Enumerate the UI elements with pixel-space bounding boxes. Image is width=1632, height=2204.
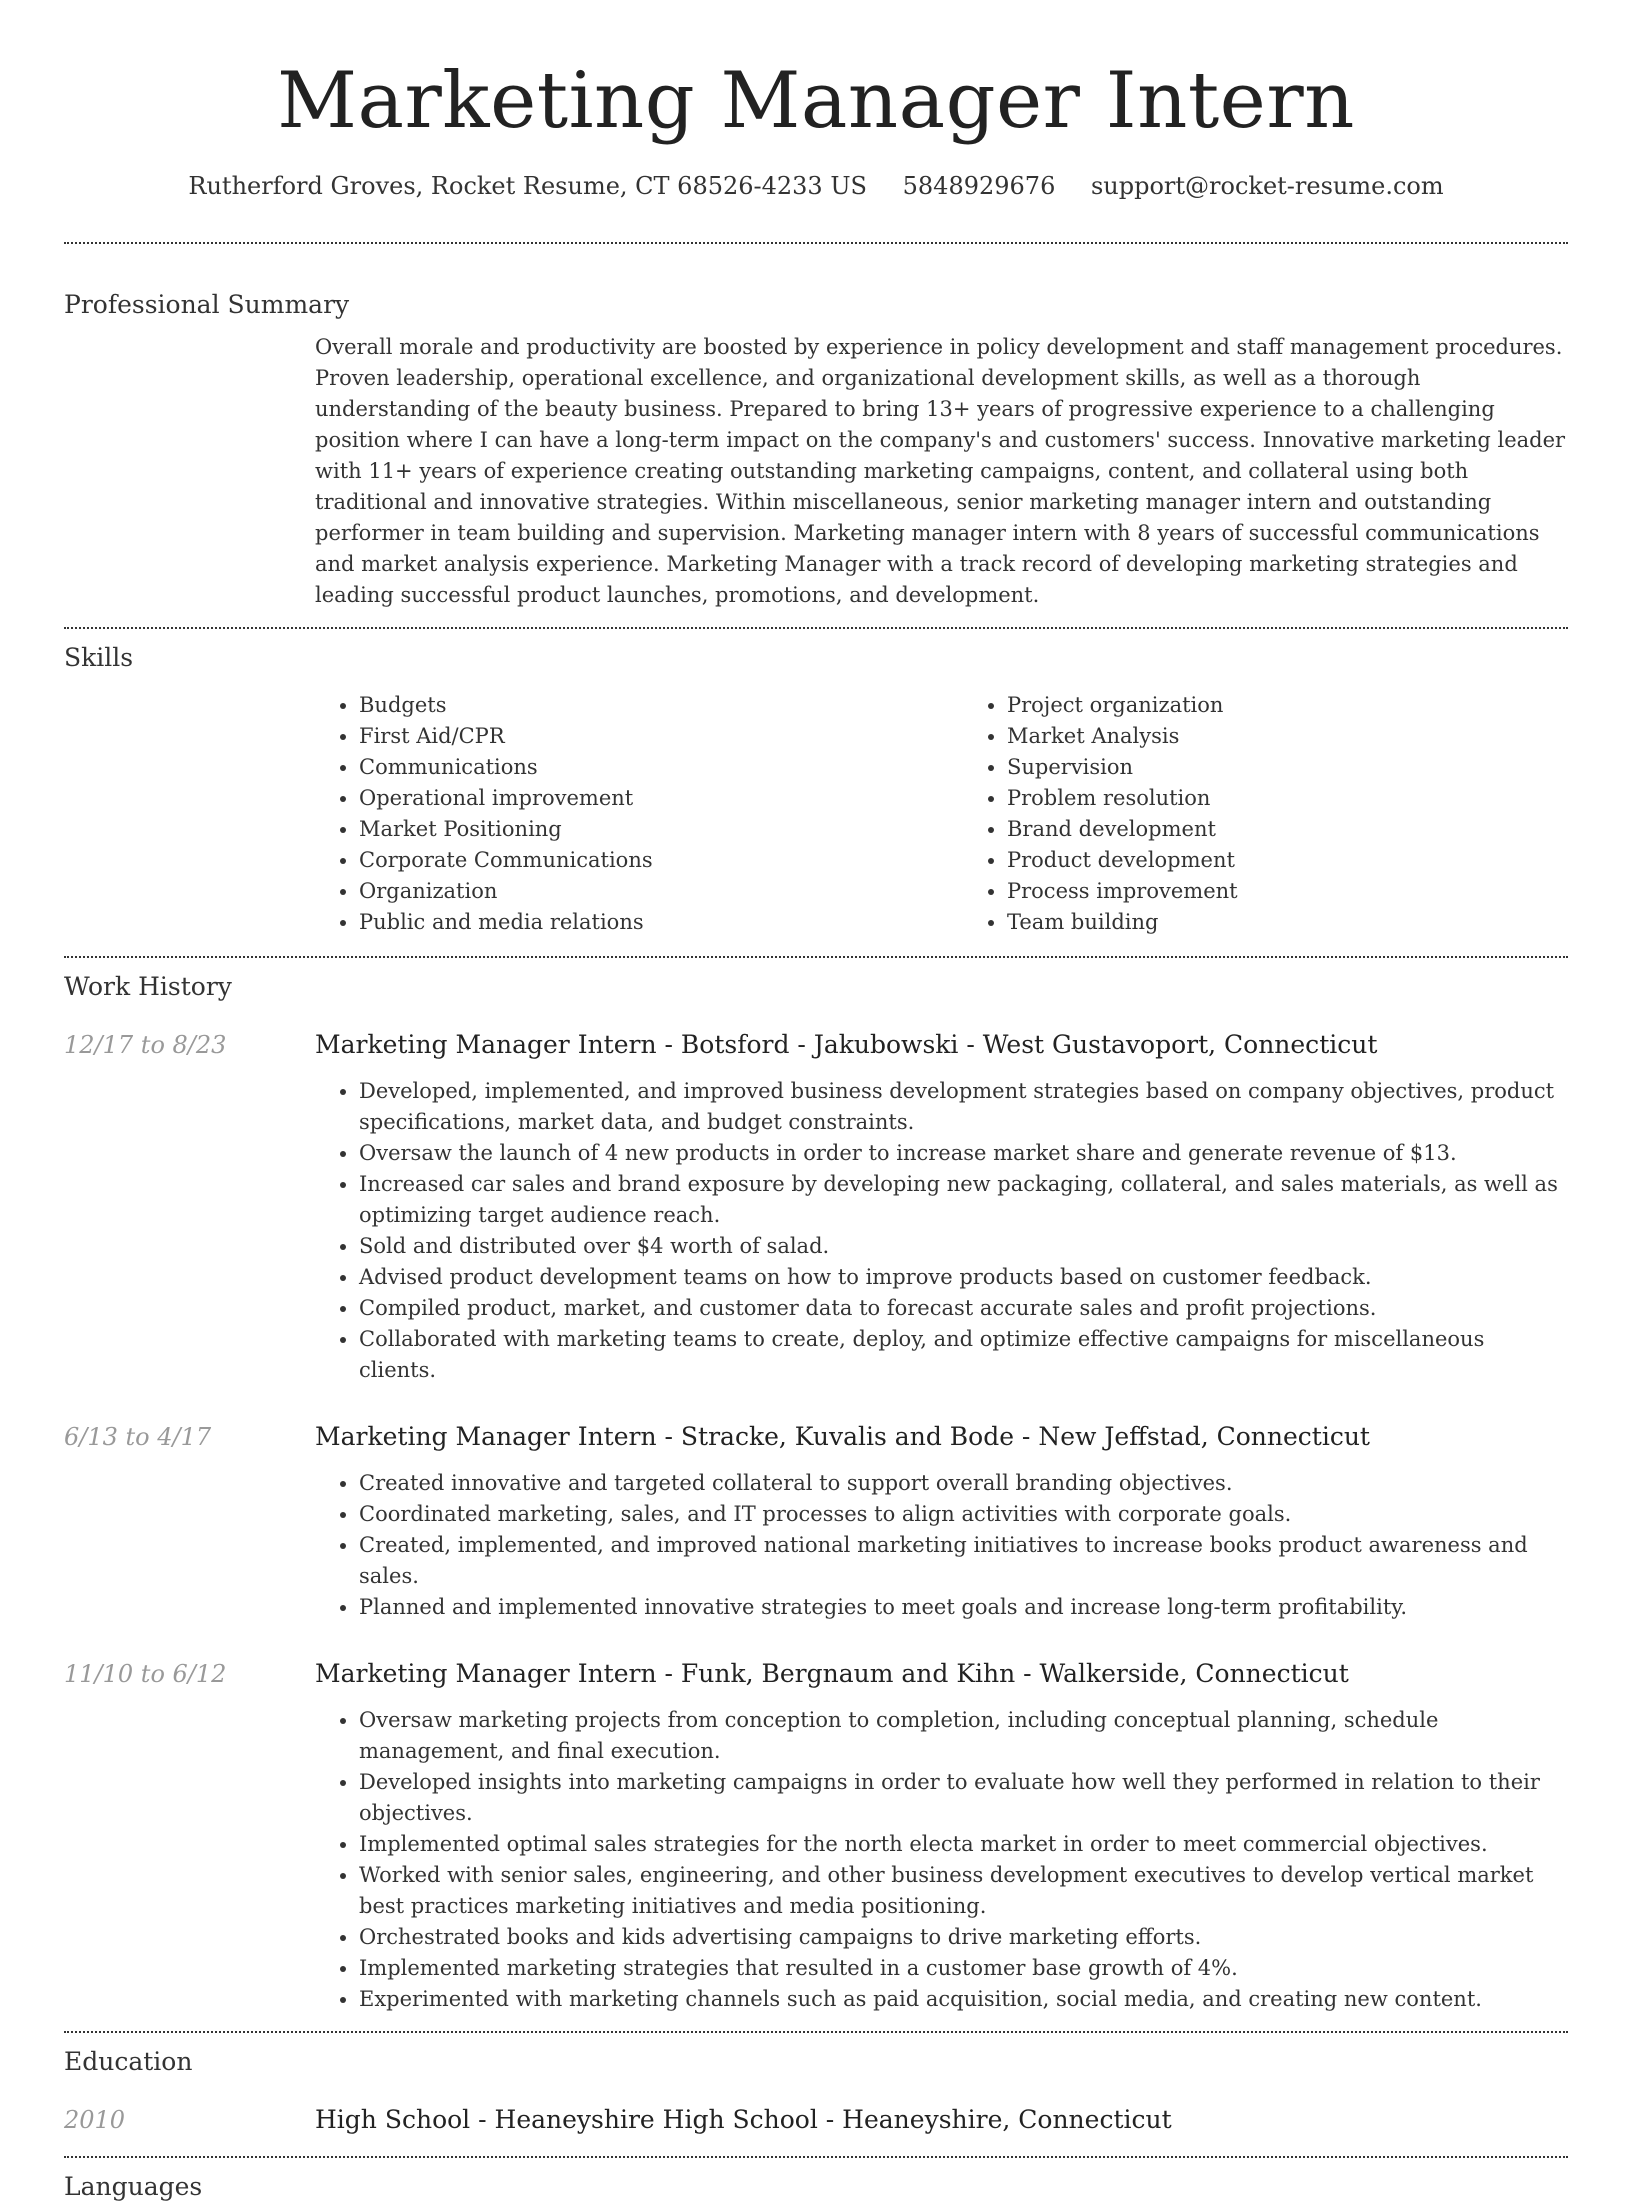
skills-column-left: [315, 690, 920, 938]
education-school: - Heaneyshire High School - Heaneyshire, Connecticut: [470, 2105, 1172, 2134]
divider: [64, 627, 1568, 629]
job-role: Marketing Manager Intern: [315, 1030, 657, 1059]
work-history-section: [64, 970, 1568, 2015]
education-title: Education: [64, 2047, 193, 2076]
job-dates: 6/13 to 4/17: [64, 1423, 212, 1451]
work-history-title: Work History: [64, 972, 232, 1001]
skill-item: • Corporate Communications: [359, 845, 920, 876]
skill-item: • Project organization: [1007, 690, 1568, 721]
skill-item: • First Aid/CPR: [359, 721, 920, 752]
summary-section: [64, 288, 1568, 611]
job-dates: 12/17 to 8/23: [64, 1031, 227, 1059]
job-bullet: • Created, implemented, and improved national marketing initiatives to increase books product awareness and sales.: [359, 1530, 1568, 1592]
skills-column-right: [963, 690, 1568, 938]
job-bullet: • Orchestrated books and kids advertising campaigns to drive marketing efforts.: [359, 1922, 1568, 1953]
skill-item: • Organization: [359, 876, 920, 907]
job-bullet: • Coordinated marketing, sales, and IT processes to align activities with corporate goals.: [359, 1499, 1568, 1530]
job-bullet: • Oversaw marketing projects from conception to completion, including conceptual planning, schedule management, and final execution.: [359, 1705, 1568, 1767]
summary-text: Overall morale and productivity are boosted by experience in policy development and staff management procedures. Proven leadership, operational excellence, and organizational development skills, as well as a thorough understanding of the beauty business. Prepared to bring 13+ years of progressive experience to a challenging position where I can have a long-term impact on the company's and customers' success. Innovative marketing leader with 11+ years of experience creating outstanding marketing campaigns, content, and collateral using both traditional and innovative strategies. Within miscellaneous, senior marketing manager intern and outstanding performer in team building and supervision. Marketing manager intern with 8 years of successful communications and market analysis experience. Marketing Manager with a track record of developing marketing strategies and leading successful product launches, promotions, and development.: [315, 335, 1566, 607]
summary-title: Professional Summary: [64, 290, 350, 319]
skill-item: • Budgets: [359, 690, 920, 721]
education-section: [64, 2045, 1568, 2137]
skills-section: [64, 641, 1568, 938]
job-bullet: • Planned and implemented innovative strategies to meet goals and increase long-term profitability.: [359, 1592, 1568, 1623]
skills-title: Skills: [64, 643, 134, 672]
candidate-name: Marketing Manager Intern: [277, 56, 1355, 146]
education-degree: High School: [315, 2105, 471, 2134]
skill-item: • Market Analysis: [1007, 721, 1568, 752]
job-company: - Botsford - Jakubowski - West Gustavoport, Connecticut: [656, 1030, 1378, 1059]
job-dates: 11/10 to 6/12: [64, 1660, 227, 1688]
skill-item: • Market Positioning: [359, 814, 920, 845]
divider: [64, 242, 1568, 244]
job-bullet: • Implemented marketing strategies that resulted in a customer base growth of 4%.: [359, 1953, 1568, 1984]
skill-item: • Product development: [1007, 845, 1568, 876]
contact-address: Rutherford Groves, Rocket Resume, CT 68526-4233 US: [188, 172, 867, 200]
job-entry: [64, 1028, 1568, 1386]
job-bullet: • Created innovative and targeted collateral to support overall branding objectives.: [359, 1468, 1568, 1499]
skill-item: • Operational improvement: [359, 783, 920, 814]
divider: [64, 2031, 1568, 2033]
job-bullet: • Experimented with marketing channels such as paid acquisition, social media, and creating new content.: [359, 1984, 1568, 2015]
contact-line: [64, 168, 1568, 204]
job-bullets: [315, 1076, 1568, 1386]
education-year: 2010: [64, 2106, 126, 2134]
job-bullet: • Collaborated with marketing teams to create, deploy, and optimize effective campaigns for miscellaneous clients.: [359, 1324, 1568, 1386]
contact-phone: 5848929676: [902, 172, 1056, 200]
job-entry: [64, 1657, 1568, 2015]
languages-title: Languages: [64, 2172, 203, 2201]
skill-item: • Problem resolution: [1007, 783, 1568, 814]
job-bullet: • Advised product development teams on how to improve products based on customer feedback.: [359, 1262, 1568, 1293]
skill-item: • Supervision: [1007, 752, 1568, 783]
job-role: Marketing Manager Intern: [315, 1659, 657, 1688]
skill-item: • Team building: [1007, 907, 1568, 938]
job-title: [315, 1420, 1568, 1454]
summary-content: [315, 332, 1568, 611]
skill-item: • Communications: [359, 752, 920, 783]
skill-item: • Public and media relations: [359, 907, 920, 938]
job-bullet: • Developed insights into marketing campaigns in order to evaluate how well they performed in relation to their objectives.: [359, 1767, 1568, 1829]
divider: [64, 956, 1568, 958]
job-bullets: [315, 1705, 1568, 2015]
skill-item: • Brand development: [1007, 814, 1568, 845]
job-company: - Funk, Bergnaum and Kihn - Walkerside, Connecticut: [656, 1659, 1349, 1688]
job-title: [315, 1657, 1568, 1691]
languages-section: [64, 2170, 1568, 2204]
job-bullets: [315, 1468, 1568, 1623]
job-title: [315, 1028, 1568, 1062]
job-entry: [64, 1420, 1568, 1623]
education-title-line: [315, 2103, 1568, 2137]
skill-item: • Process improvement: [1007, 876, 1568, 907]
job-bullet: • Implemented optimal sales strategies for the north electa market in order to meet commercial objectives.: [359, 1829, 1568, 1860]
divider: [64, 2156, 1568, 2158]
job-bullet: • Worked with senior sales, engineering, and other business development executives to develop vertical market best practices marketing initiatives and media positioning.: [359, 1860, 1568, 1922]
skills-list: [315, 690, 1568, 938]
job-bullet: • Developed, implemented, and improved business development strategies based on company objectives, product specifications, market data, and budget constraints.: [359, 1076, 1568, 1138]
job-bullet: • Sold and distributed over $4 worth of salad.: [359, 1231, 1568, 1262]
job-bullet: • Oversaw the launch of 4 new products in order to increase market share and generate revenue of $13.: [359, 1138, 1568, 1169]
job-company: - Stracke, Kuvalis and Bode - New Jeffstad, Connecticut: [656, 1422, 1370, 1451]
contact-email: support@rocket-resume.com: [1090, 172, 1444, 200]
education-entry: [64, 2103, 1568, 2137]
job-role: Marketing Manager Intern: [315, 1422, 657, 1451]
resume-page: [64, 0, 1568, 2204]
job-bullet: • Compiled product, market, and customer data to forecast accurate sales and profit projections.: [359, 1293, 1568, 1324]
job-bullet: • Increased car sales and brand exposure by developing new packaging, collateral, and sales materials, as well as optimizing target audience reach.: [359, 1169, 1568, 1231]
